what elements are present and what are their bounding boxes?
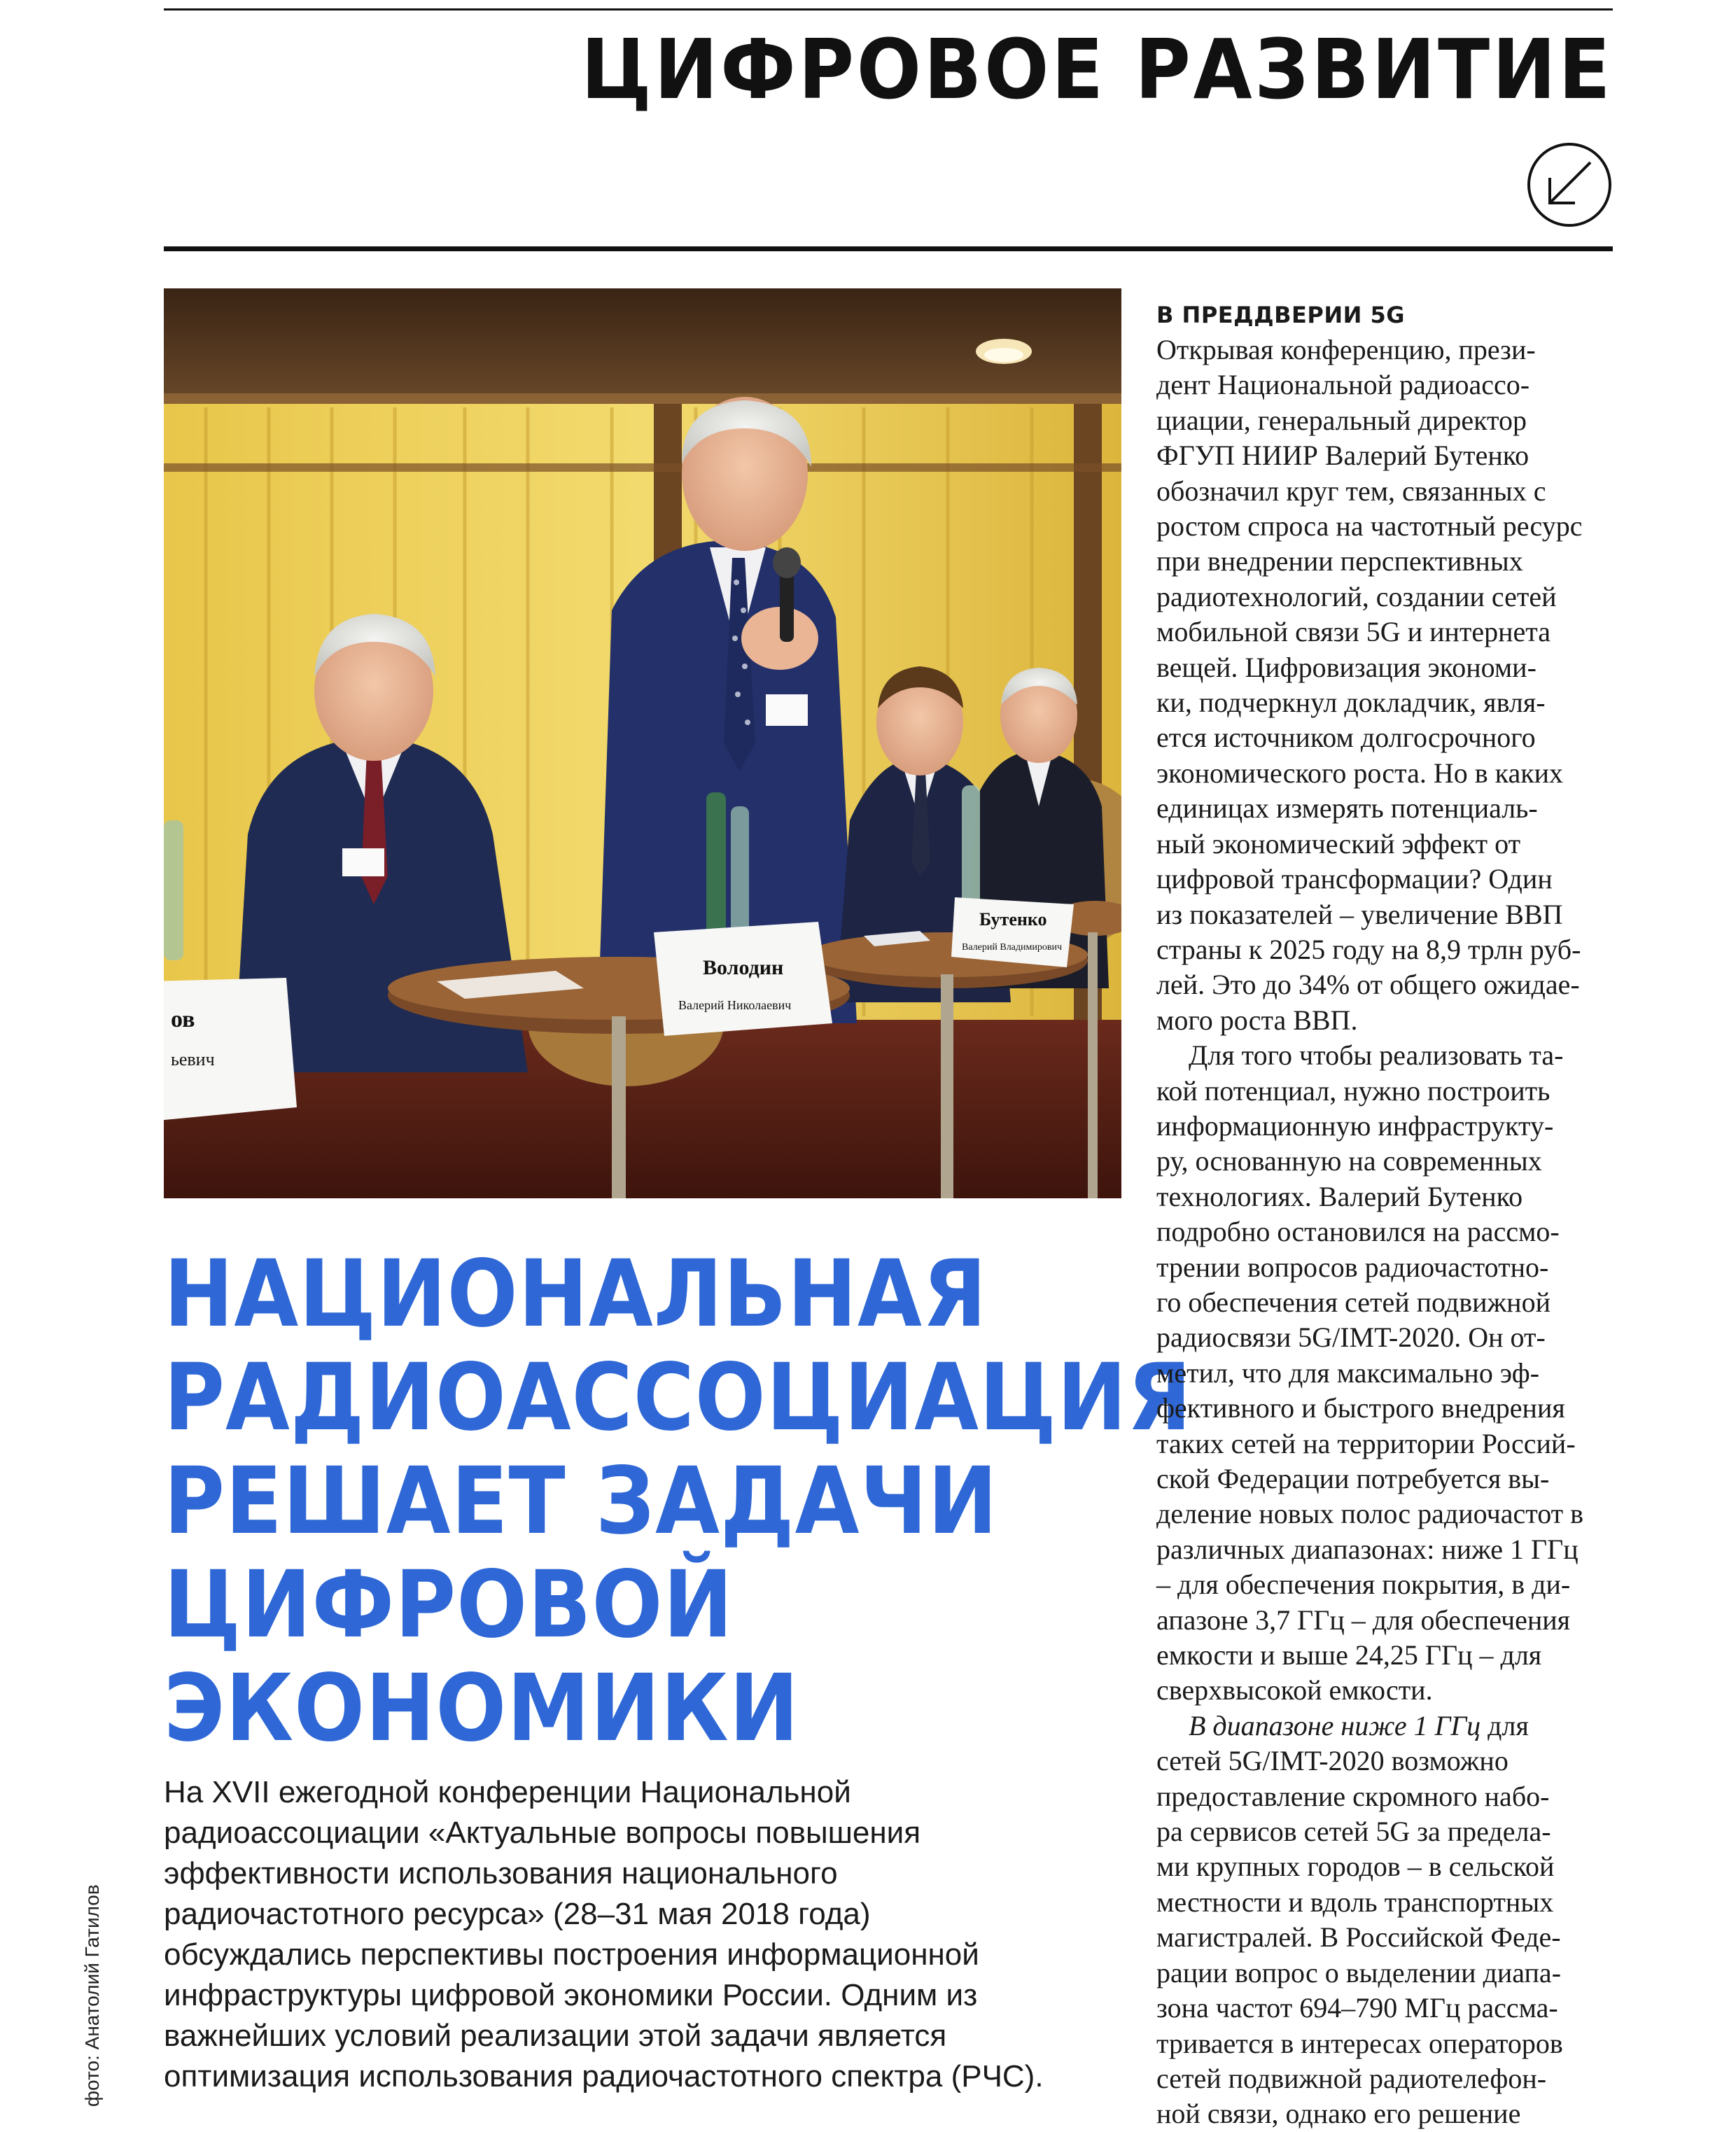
headline-line: ЦИФРОВОЙ — [164, 1551, 734, 1659]
body-line: Открывая конференцию, прези- — [1156, 334, 1536, 365]
paragraph-3 — [1156, 1709, 1618, 2132]
body-line: ется источником долгосрочного — [1156, 722, 1536, 754]
body-line: кой потенциал, нужно построить — [1156, 1074, 1550, 1107]
circle-arrow-logo-icon — [1526, 141, 1613, 228]
body-line: сетей 5G/IMT-2020 возможно — [1156, 1745, 1508, 1777]
paragraph-2 — [1156, 1038, 1618, 1709]
body-line: – для обеспечения покрытия, в ди- — [1156, 1569, 1571, 1601]
nameplate-volodin-2: Валерий Николаевич — [678, 998, 792, 1012]
body-line: предоставление скромного набо- — [1156, 1780, 1550, 1812]
body-line: лей. Это до 34% от общего ожидае- — [1156, 969, 1580, 1001]
body-line: тривается в интересах операторов — [1156, 2027, 1563, 2059]
lead-line: важнейших условий реализации этой задачи является — [164, 2019, 947, 2053]
body-line: технологиях. Валерий Бутенко — [1156, 1180, 1523, 1212]
section-title: ЦИФРОВОЕ РАЗВИТИЕ — [580, 21, 1613, 118]
conference-photo — [164, 288, 1121, 1198]
body-line: ный экономический эффект от — [1156, 827, 1521, 860]
body-line: апазоне 3,7 ГГц – для обеспечения — [1156, 1604, 1571, 1636]
lead-line: эффективности использования национального — [164, 1856, 838, 1891]
article-subhead: В ПРЕДДВЕРИИ 5G — [1156, 302, 1406, 328]
nameplate-left-2: ьевич — [171, 1049, 215, 1069]
body-line: ки, подчеркнул докладчик, явля- — [1156, 687, 1546, 719]
body-line: различных диапазонах: ниже 1 ГГц — [1156, 1533, 1578, 1565]
body-line: радиотехнологий, создании сетей — [1156, 580, 1557, 612]
body-line: вещей. Цифровизация экономи- — [1156, 651, 1536, 683]
body-line: мого роста ВВП. — [1156, 1004, 1358, 1036]
body-line: емкости и выше 24,25 ГГц – для — [1156, 1639, 1542, 1671]
body-line: таких сетей на территории Россий- — [1156, 1427, 1576, 1459]
body-line: метил, что для максимально эф- — [1156, 1356, 1540, 1389]
body-line: радиосвязи 5G/IMT-2020. Он от- — [1156, 1321, 1546, 1354]
body-line: ной связи, однако его решение — [1156, 2098, 1521, 2130]
body-line: магистралей. В Российской Феде- — [1156, 1921, 1561, 1954]
body-line: ру, основанную на современных — [1156, 1145, 1542, 1177]
body-line: из показателей – увеличение ВВП — [1156, 898, 1563, 930]
body-line: страны к 2025 году на 8,9 трлн руб- — [1156, 933, 1581, 965]
header-rule — [164, 246, 1613, 251]
lead-line: радиочастотного ресурса» (28–31 мая 2018 года) — [164, 1897, 871, 1931]
body-line: единицах измерять потенциаль- — [1156, 792, 1538, 825]
top-rule — [164, 8, 1613, 10]
headline-line: РЕШАЕТ ЗАДАЧИ — [164, 1447, 998, 1555]
lead-line: На XVII ежегодной конференции Национальной — [164, 1775, 851, 1809]
body-line: дент Национальной радиоассо- — [1156, 369, 1530, 401]
lead-line: оптимизация использования радиочастотного спектра (РЧС). — [164, 2059, 1044, 2094]
lead-line: инфраструктуры цифровой экономики России. Одним из — [164, 1978, 978, 2012]
body-line: при внедрении перспективных — [1156, 545, 1523, 577]
article-headline — [164, 1240, 1192, 1762]
body-line: информационную инфраструкту- — [1156, 1109, 1554, 1142]
nameplate-butenko-1: Бутенко — [979, 909, 1047, 930]
body-line: экономического роста. Но в каких — [1156, 757, 1564, 789]
body-line: ФГУП НИИР Валерий Бутенко — [1156, 440, 1530, 472]
body-line: ра сервисов сетей 5G за предела- — [1156, 1816, 1551, 1848]
body-line: подробно остановился на рассмо- — [1156, 1216, 1560, 1248]
italic-term: В диапазоне ниже 1 ГГц — [1189, 1709, 1481, 1741]
nameplate-butenko-2: Валерий Владимирович — [962, 942, 1063, 953]
photo-credit: фото: Анатолий Гатилов — [81, 1884, 103, 2107]
body-line: местности и вдоль транспортных — [1156, 1886, 1554, 1918]
article-body-column — [1156, 297, 1618, 2132]
body-line: цифровой трансформации? Один — [1156, 863, 1553, 895]
body-line: ростом спроса на частотный ресурс — [1156, 510, 1583, 542]
body-line: обозначил круг тем, связанных с — [1156, 475, 1546, 507]
body-line: зона частот 694–790 МГц рассма- — [1156, 1992, 1558, 2024]
nameplate-volodin-1: Володин — [703, 956, 784, 979]
headline-line: НАЦИОНАЛЬНАЯ — [164, 1240, 988, 1348]
body-line: Для того чтобы реализовать та- — [1189, 1039, 1564, 1072]
paragraph-1 — [1156, 332, 1618, 1038]
body-line — [1156, 1709, 1618, 1744]
body-line: рации вопрос о выделении диапа- — [1156, 1956, 1562, 1989]
body-line: сверхвысокой емкости. — [1156, 1674, 1433, 1706]
headline-line: РАДИОАССОЦИАЦИЯ — [164, 1344, 1192, 1452]
body-line: циации, генеральный директор — [1156, 404, 1527, 436]
body-line: деление новых полос радиочастот в — [1156, 1498, 1584, 1530]
body-line: ской Федерации потребуется вы- — [1156, 1463, 1550, 1494]
body-line-rest: для — [1480, 1709, 1529, 1741]
body-line: фективного и быстрого внедрения — [1156, 1392, 1565, 1424]
body-line: сетей подвижной радиотелефон- — [1156, 2062, 1547, 2094]
body-line: ми крупных городов – в сельской — [1156, 1851, 1555, 1883]
article-lead — [164, 1772, 1137, 2097]
lead-line: радиоассоциации «Актуальные вопросы повышения — [164, 1816, 921, 1850]
body-line: трении вопросов радиочастотно- — [1156, 1251, 1549, 1283]
nameplate-left-1: ов — [171, 1007, 195, 1032]
headline-line: ЭКОНОМИКИ — [164, 1655, 799, 1762]
body-line: го обеспечения сетей подвижной — [1156, 1286, 1550, 1318]
lead-line: обсуждались перспективы построения информационной — [164, 1937, 979, 1972]
body-line: мобильной связи 5G и интернета — [1156, 616, 1551, 648]
